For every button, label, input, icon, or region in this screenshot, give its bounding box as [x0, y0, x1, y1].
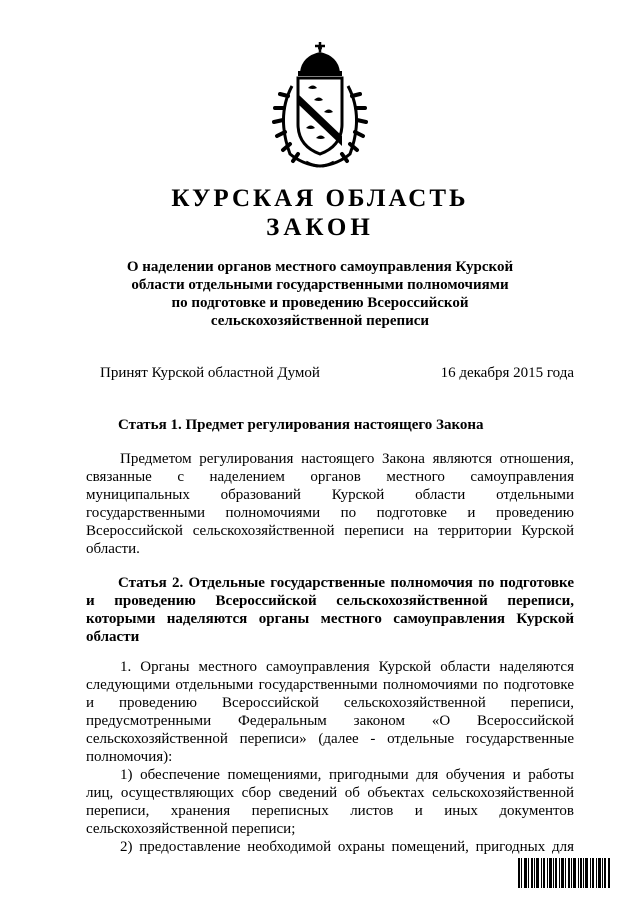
paragraph-line: и проведению Всероссийской сельскохозяйственной переписи,: [86, 695, 574, 711]
article-1-heading: [86, 416, 574, 434]
article-2-item-1: [86, 766, 574, 838]
paragraph-line: 1) обеспечение помещениями, пригодными для обучения и работы: [120, 767, 574, 783]
article-heading-line: Статья 2. Отдельные государственные полномочия по подготовке: [118, 575, 574, 591]
paragraph-line: муниципальных образований Курской области отдельными: [86, 487, 574, 503]
article-2-heading: [86, 574, 574, 646]
article-2-item-2: [86, 838, 574, 856]
article-heading-line: области: [86, 629, 140, 645]
paragraph-line: переписи, хранения переписных листов и иных документов: [86, 803, 574, 819]
article-heading-line: Статья 1. Предмет регулирования настоящего Закона: [118, 417, 484, 433]
adoption-date: 16 декабря 2015 года: [440, 365, 574, 381]
paragraph-line: 1. Органы местного самоуправления Курской области наделяются: [120, 659, 574, 675]
region-title: КУРСКАЯ ОБЛАСТЬ: [171, 185, 469, 212]
paragraph-line: Предметом регулирования настоящего Закона являются отношения,: [120, 451, 574, 467]
law-title: [112, 258, 528, 330]
barcode-icon: [518, 858, 610, 888]
paragraph-line: следующими отдельными государственными полномочиями по подготовке: [86, 677, 574, 693]
law-title-line: области отдельными государственными полномочиями: [131, 277, 509, 293]
law-title-line: О наделении органов местного самоуправления Курской: [126, 259, 514, 275]
document-type-title: ЗАКОН: [266, 214, 374, 241]
paragraph-line: 2) предоставление необходимой охраны помещений, пригодных для: [120, 839, 574, 855]
paragraph-line: области.: [86, 541, 140, 557]
article-1-text: [86, 450, 574, 558]
paragraph-line: лиц, осуществляющих сбор сведений об объектах сельскохозяйственной: [86, 785, 574, 801]
law-title-line: сельскохозяйственной переписи: [210, 313, 430, 329]
article-heading-line: и проведению Всероссийской сельскохозяйственной переписи,: [86, 593, 574, 609]
paragraph-line: связанные с наделением органов местного самоуправления: [86, 469, 574, 485]
adoption-line: [100, 364, 574, 382]
paragraph-line: Всероссийской сельскохозяйственной переписи на территории Курской: [86, 523, 574, 539]
law-title-line: по подготовке и проведению Всероссийской: [171, 295, 469, 311]
paragraph-line: государственными полномочиями по подготовке и проведению: [86, 505, 574, 521]
article-heading-line: которыми наделяются органы местного самоуправления Курской: [86, 611, 574, 627]
paragraph-line: предусмотренными Федеральным законом «О Всероссийской: [86, 713, 574, 729]
paragraph-line: полномочия):: [86, 749, 173, 765]
article-2-paragraph-1: [86, 658, 574, 766]
kursk-coat-of-arms-icon: [262, 38, 378, 170]
paragraph-line: сельскохозяйственной переписи» (далее - отдельные государственные: [86, 731, 574, 747]
paragraph-line: сельскохозяйственной переписи;: [86, 821, 296, 837]
adopting-body: Принят Курской областной Думой: [100, 365, 320, 381]
